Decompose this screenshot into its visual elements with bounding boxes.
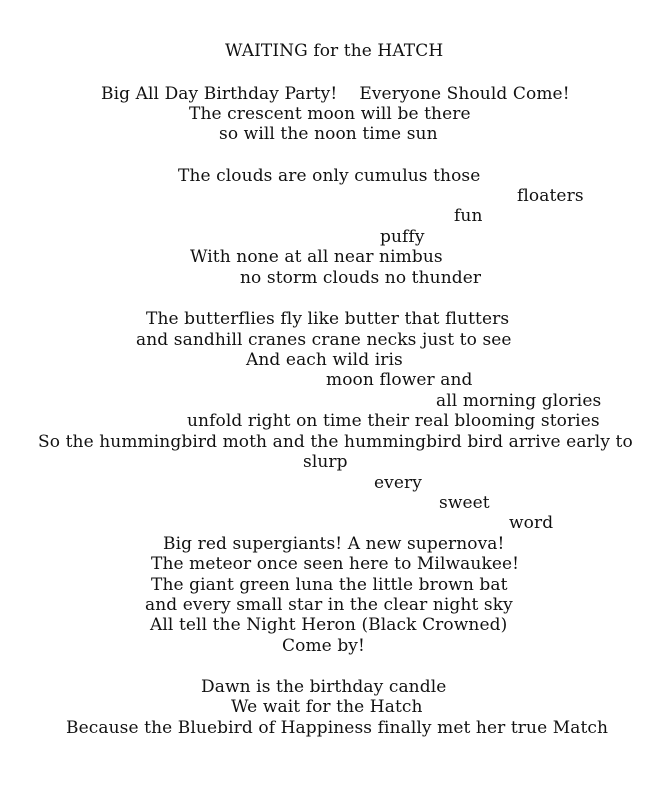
poem-line: Because the Bluebird of Happiness finally met her true Match	[66, 718, 609, 738]
poem-line: and sandhill cranes crane necks just to see	[136, 330, 512, 350]
poem-line: All tell the Night Heron (Black Crowned)	[150, 615, 508, 635]
poem-line: The crescent moon will be there	[189, 104, 471, 124]
poem-line: Dawn is the birthday candle	[201, 677, 447, 697]
poem-line: so will the noon time sun	[219, 124, 438, 144]
poem-line: fun	[454, 206, 483, 226]
poem-line: and every small star in the clear night sky	[145, 595, 513, 615]
poem-line: The meteor once seen here to Milwaukee!	[151, 554, 520, 574]
poem-line: Big red supergiants! A new supernova!	[163, 534, 505, 554]
poem-line: floaters	[517, 186, 584, 206]
poem-line: puffy	[380, 227, 425, 247]
poem-line: We wait for the Hatch	[231, 697, 423, 717]
poem-line: Big All Day Birthday Party! Everyone Should Come!	[101, 84, 570, 104]
poem-line: The giant green luna the little brown bat	[151, 575, 508, 595]
poem-line: Come by!	[282, 636, 365, 656]
poem-line: unfold right on time their real blooming stories	[187, 411, 600, 431]
poem-line: no storm clouds no thunder	[240, 268, 482, 288]
poem-line: all morning glories	[436, 391, 602, 411]
poem-line: every	[374, 473, 422, 493]
poem-title: WAITING for the HATCH	[225, 41, 444, 61]
poem-line: With none at all near nimbus	[190, 247, 443, 267]
poem-line: The clouds are only cumulus those	[178, 166, 481, 186]
poem-line: word	[509, 513, 554, 533]
poem-line: sweet	[439, 493, 490, 513]
poem-line: moon flower and	[326, 370, 473, 390]
poem-line: The butterflies fly like butter that flutters	[146, 309, 510, 329]
poem-line: And each wild iris	[246, 350, 403, 370]
poem-line: So the hummingbird moth and the hummingbird bird arrive early to	[38, 432, 633, 452]
poem-line: slurp	[303, 452, 348, 472]
